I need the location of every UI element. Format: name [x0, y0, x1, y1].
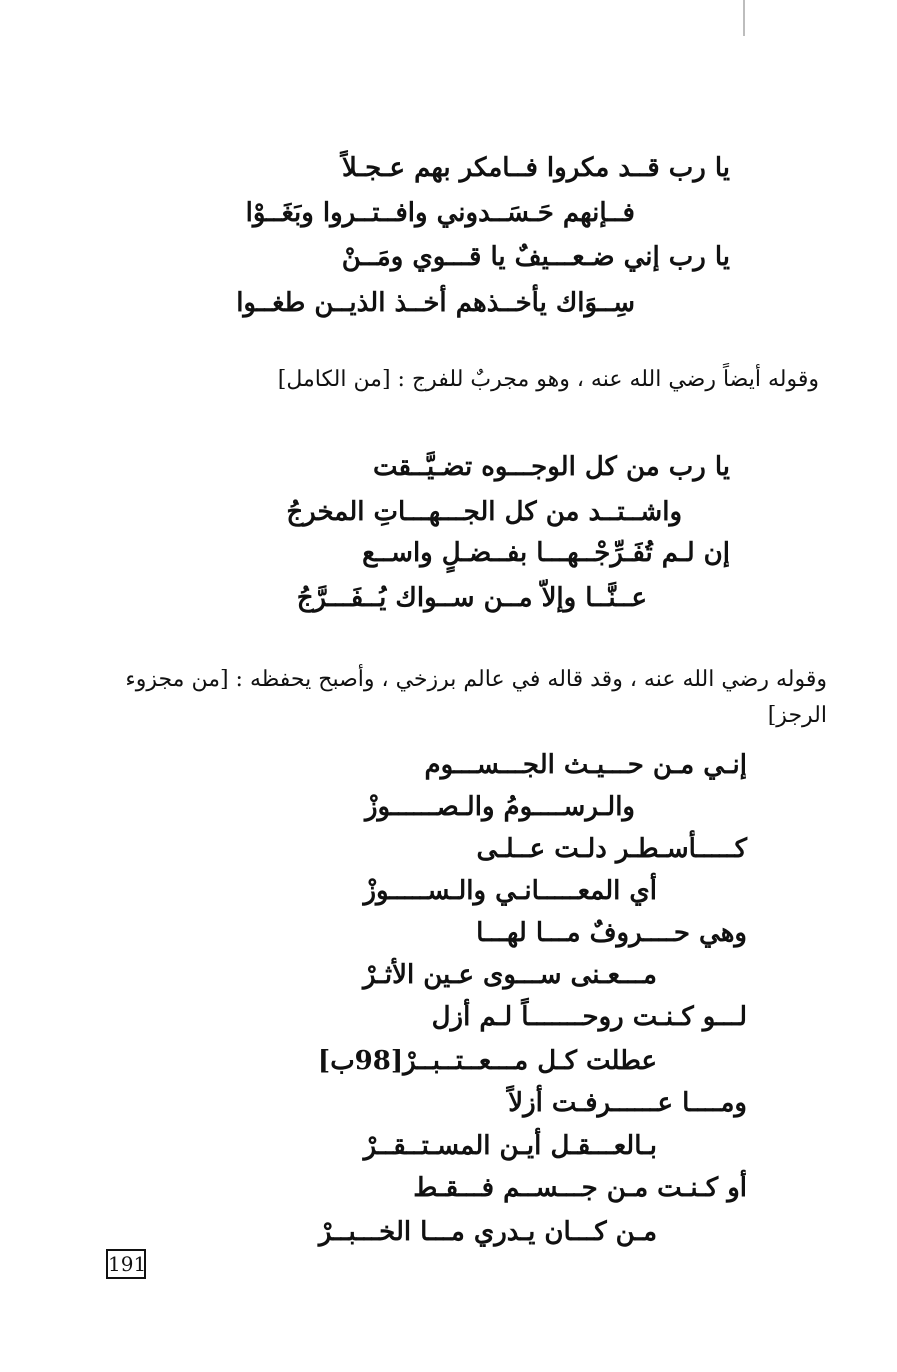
- intro-paragraph-3-line-1: وقوله رضي الله عنه ، وقد قاله في عالم برزخي ، وأصبح يحفظه : [من مجزوء: [125, 667, 827, 692]
- scan-edge-mark: [743, 0, 745, 36]
- poem2-line-2: واشــتــد من كل الجـــهـــاتِ المخرجُ: [286, 497, 682, 527]
- poem2-line-3: إن لـم تُفَـرِّجْــهـــا بفــضـلٍ واســع: [362, 538, 730, 568]
- page-number: 191: [106, 1249, 146, 1279]
- intro-paragraph-2: وقوله أيضاً رضي الله عنه ، وهو مجربٌ للفرج : [من الكامل]: [277, 367, 819, 392]
- intro-paragraph-3-line-2: الرجز]: [767, 703, 827, 728]
- poem2-line-1: يا رب من كل الوجـــوه تضـيَّــقت: [373, 452, 730, 482]
- poem1-line-1: يا رب قــد مكروا فــامكر بهم عـجـلاً: [341, 153, 730, 183]
- poem3-line-2: والـرســــومُ والـصــــــوزْ: [364, 792, 635, 822]
- poem3-line-8: عطلت كـل مـــعــتــبــرْ[98ب]: [317, 1046, 657, 1076]
- poem1-line-4: سِــوَاك يأخــذهم أخــذ الذيــن طغــوا: [236, 288, 635, 318]
- poem3-line-11: أو كـنـت مـن جـــســم فـــقـط: [413, 1173, 747, 1203]
- poem1-line-2: فــإنهم حَـسَــدوني وافــتــروا وبَغَــوْا: [245, 198, 635, 228]
- poem3-line-3: كـــــأسـطـر دلـت عــلـى: [476, 834, 747, 864]
- poem3-line-12: مـن كـــان يـدري مـــا الخـــبــرْ: [318, 1217, 657, 1247]
- poem3-line-10: بـالعـــقـل أيـن المسـتــقــرْ: [363, 1131, 657, 1161]
- poem3-line-1: إنـي مـن حـــيـث الجـــســـوم: [424, 750, 747, 780]
- poem3-line-9: ومــــا عــــــرفـت أزلاً: [508, 1088, 747, 1118]
- poem1-line-3: يا رب إني ضـعـــيفٌ يا قـــوي ومَــنْ: [341, 242, 730, 272]
- poem2-line-4: عــنَّــا وإلاّ مــن ســواك يُــفَـــرَّجُ: [296, 583, 647, 613]
- poem3-line-4: أي المعـــــانـي والـســـــوزْ: [363, 876, 657, 906]
- poem3-line-7: لـــو كـنـت روحـــــــاً لـم أزل: [431, 1002, 747, 1032]
- poem3-line-5: وهي حــــروفٌ مـــا لهـــا: [476, 918, 747, 948]
- poem3-line-6: مـــعـنى ســـوى عـين الأثـرْ: [362, 960, 657, 990]
